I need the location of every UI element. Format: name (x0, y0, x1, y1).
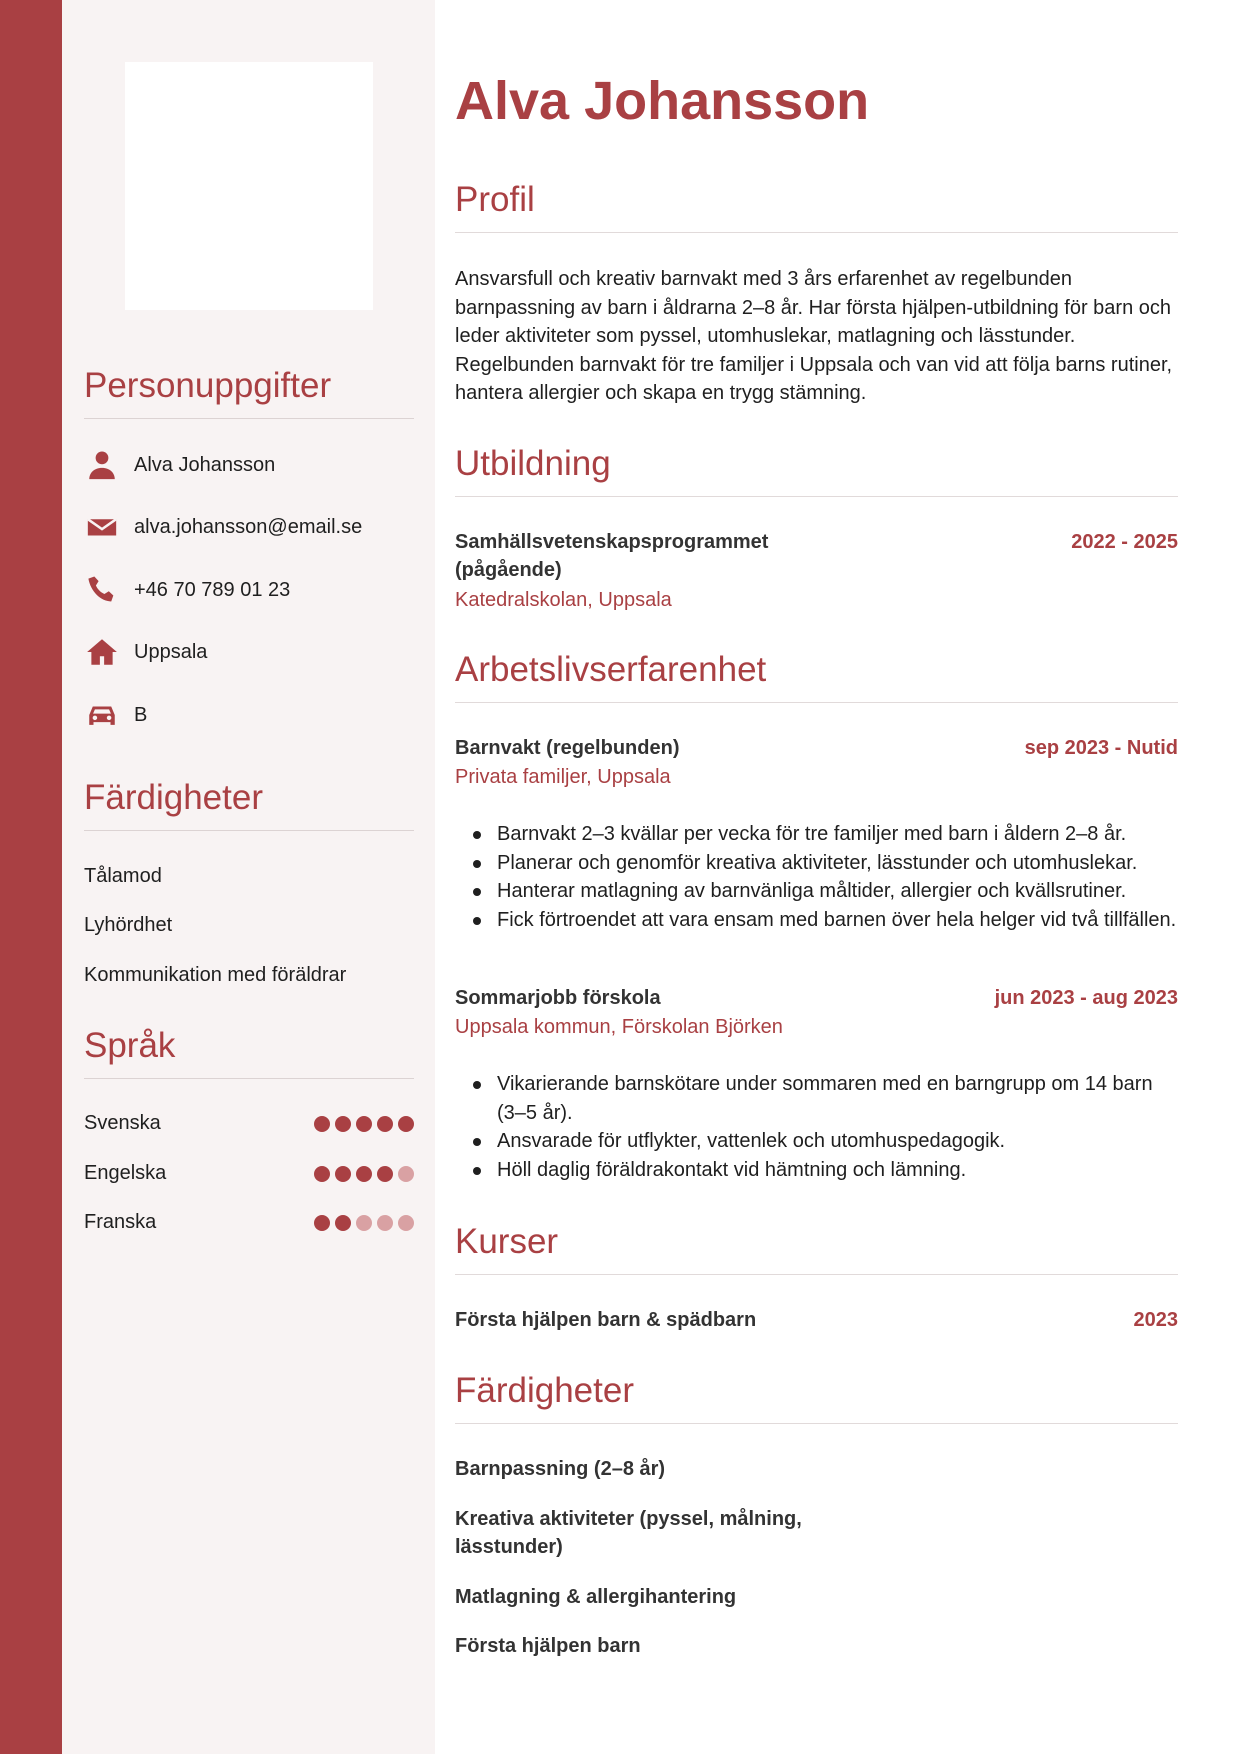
course-year: 2023 (1133, 1309, 1178, 1331)
language-name: Engelska (84, 1162, 167, 1184)
education-heading: Utbildning (455, 446, 1178, 497)
profile-text: Ansvarsfull och kreativ barnvakt med 3 års erfarenhet av regelbunden barnpassning av barn i åldrarna 2–8 år. Har första hjälpen-utbildning för barn och leder aktiviteter som pyssel, utomhuslekar, matlagning och lässtunder. Regelbunden barnvakt för tre familjer i Uppsala och van vid att följa barns rutiner, hantera allergier och skapa en trygg stämning. (455, 268, 1173, 404)
education-title: Samhällsvetenskapsprogrammet (pågående) (455, 531, 769, 581)
level-dot-filled (356, 1166, 372, 1182)
profile-photo (125, 62, 373, 310)
personal-name: Alva Johansson (134, 453, 276, 476)
sidebar (62, 0, 435, 1754)
personal-phone-row (84, 572, 290, 608)
skill-item: Första hjälpen barn (455, 1635, 641, 1657)
skills-heading: Färdigheter (455, 1373, 1178, 1424)
person-icon (84, 447, 120, 483)
personal-name-row (84, 447, 275, 483)
work-bullet: Hanterar matlagning av barnvänliga måltider, allergier och kvällsrutiner. (497, 877, 1178, 906)
work-dates: jun 2023 - aug 2023 (994, 987, 1178, 1009)
level-dot-empty (398, 1215, 414, 1231)
work-title: Sommarjobb förskola (455, 987, 661, 1009)
work-bullet: Barnvakt 2–3 kvällar per vecka för tre familjer med barn i åldern 2–8 år. (497, 820, 1178, 849)
work-bullet: Fick förtroendet att vara ensam med barnen över hela helger vid två tillfällen. (497, 906, 1178, 935)
phone-icon (84, 572, 120, 608)
courses-heading: Kurser (455, 1224, 1178, 1275)
language-name: Franska (84, 1211, 157, 1233)
languages-heading: Språk (84, 1028, 414, 1079)
level-dot-empty (377, 1215, 393, 1231)
work-dates: sep 2023 - Nutid (1024, 737, 1178, 759)
language-level-dots (314, 1116, 414, 1132)
work-bullets (455, 820, 1178, 934)
profile-heading: Profil (455, 182, 1178, 233)
personal-info-heading: Personuppgifter (84, 368, 414, 419)
personal-city-row (84, 634, 207, 670)
language-level-dots (314, 1166, 414, 1182)
sidebar-skill-item: Kommunikation med föräldrar (84, 964, 347, 986)
skill-item: Kreativa aktiviteter (pyssel, målning, lässtunder) (455, 1508, 802, 1558)
work-bullet: Ansvarade för utflykter, vattenlek och utomhuspedagogik. (497, 1127, 1178, 1156)
language-row (84, 1162, 414, 1185)
personal-phone: +46 70 789 01 23 (134, 578, 291, 601)
personal-license: B (134, 703, 148, 726)
level-dot-filled (314, 1166, 330, 1182)
level-dot-filled (398, 1116, 414, 1132)
level-dot-filled (314, 1116, 330, 1132)
level-dot-filled (314, 1215, 330, 1231)
personal-city: Uppsala (134, 640, 208, 663)
home-icon (84, 634, 120, 670)
work-heading: Arbetslivserfarenhet (455, 652, 1178, 703)
personal-email: alva.johansson@email.se (134, 515, 363, 538)
work-bullet: Planerar och genomför kreativa aktiviteter, lässtunder och utomhuslekar. (497, 849, 1178, 878)
level-dot-filled (335, 1215, 351, 1231)
car-icon (84, 697, 120, 733)
skill-item: Barnpassning (2–8 år) (455, 1458, 666, 1480)
education-school: Katedralskolan, Uppsala (455, 589, 672, 611)
accent-bar (0, 0, 62, 1754)
language-row (84, 1211, 414, 1234)
work-title: Barnvakt (regelbunden) (455, 737, 680, 759)
level-dot-filled (335, 1116, 351, 1132)
level-dot-filled (377, 1116, 393, 1132)
language-level-dots (314, 1215, 414, 1231)
personal-license-row (84, 697, 147, 733)
work-bullets (455, 1070, 1178, 1184)
level-dot-filled (356, 1116, 372, 1132)
envelope-icon (84, 509, 120, 545)
language-name: Svenska (84, 1112, 161, 1134)
level-dot-empty (398, 1166, 414, 1182)
level-dot-filled (377, 1166, 393, 1182)
course-title: Första hjälpen barn & spädbarn (455, 1309, 757, 1331)
education-dates: 2022 - 2025 (1071, 531, 1178, 553)
work-bullet: Höll daglig föräldrakontakt vid hämtning och lämning. (497, 1156, 1178, 1185)
work-employer: Uppsala kommun, Förskolan Björken (455, 1016, 783, 1038)
work-employer: Privata familjer, Uppsala (455, 766, 671, 788)
sidebar-skill-item: Tålamod (84, 865, 162, 887)
language-row (84, 1112, 414, 1135)
sidebar-skills-heading: Färdigheter (84, 780, 414, 831)
work-bullet: Vikarierande barnskötare under sommaren med en barngrupp om 14 barn (3–5 år). (497, 1070, 1178, 1127)
level-dot-empty (356, 1215, 372, 1231)
personal-email-row (84, 509, 362, 545)
skill-item: Matlagning & allergihantering (455, 1586, 737, 1608)
sidebar-skill-item: Lyhördhet (84, 914, 173, 936)
candidate-name: Alva Johansson (455, 71, 870, 131)
level-dot-filled (335, 1166, 351, 1182)
